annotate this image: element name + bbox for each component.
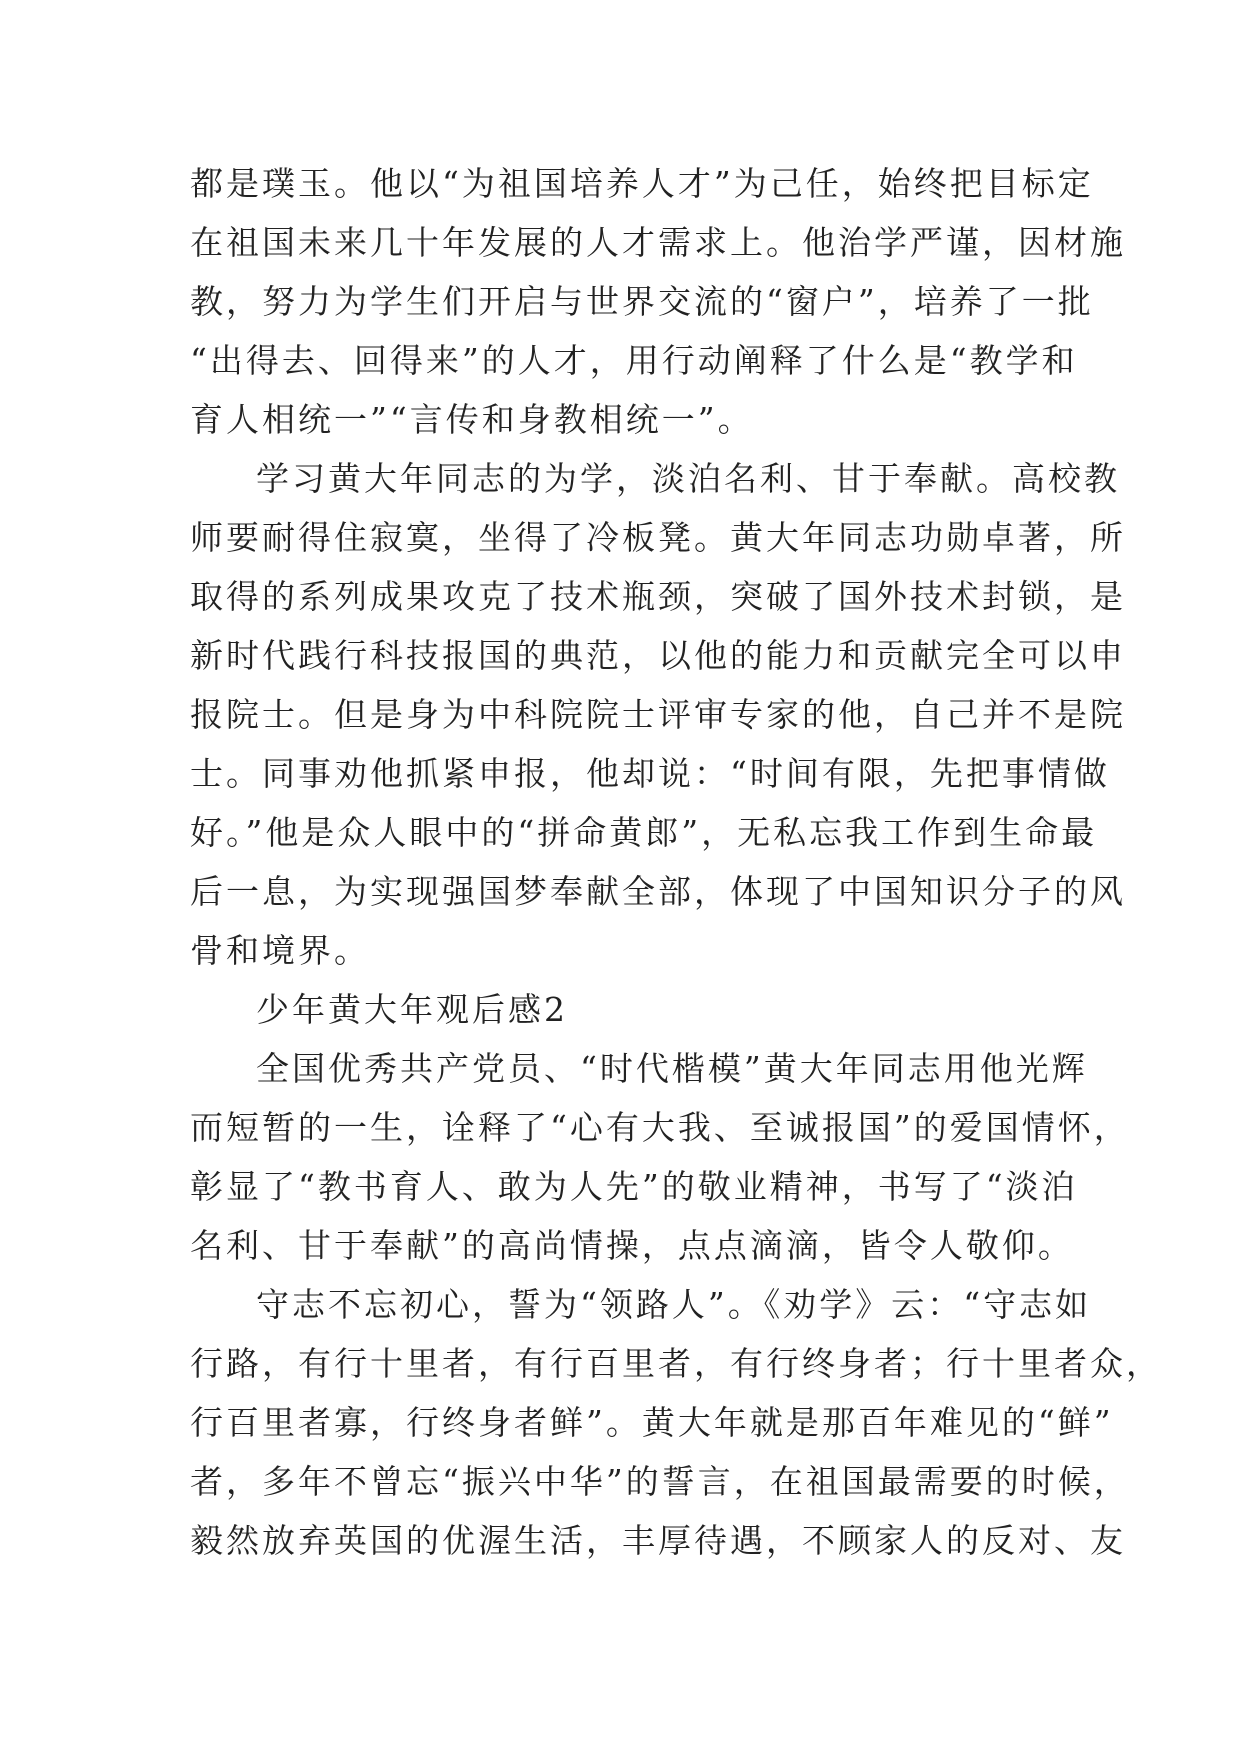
text-line: “出得去、回得来”的人才，用行动阐释了什么是“教学和 xyxy=(190,341,1078,380)
document-body xyxy=(190,154,1162,1570)
paragraph-intro xyxy=(190,1039,1130,1275)
text-line: 在祖国未来几十年发展的人才需求上。他治学严谨，因材施 xyxy=(190,223,1126,262)
text-line: 学习黄大年同志的为学，淡泊名利、甘于奉献。高校教 xyxy=(256,459,1120,498)
heading-line: 少年黄大年观后感2 xyxy=(256,990,568,1029)
text-line: 骨和境界。 xyxy=(190,931,370,970)
text-line: 教，努力为学生们开启与世界交流的“窗户”，培养了一批 xyxy=(190,282,1094,321)
text-line: 报院士。但是身为中科院院士评审专家的他，自己并不是院 xyxy=(190,695,1126,734)
text-line: 育人相统一”“言传和身教相统一”。 xyxy=(190,400,754,439)
text-line: 都是璞玉。他以“为祖国培养人才”为己任，始终把目标定 xyxy=(190,164,1094,203)
section-heading xyxy=(190,980,1050,1039)
text-line: 士。同事劝他抓紧申报，他却说：“时间有限，先把事情做 xyxy=(190,754,1110,793)
text-line: 师要耐得住寂寞，坐得了冷板凳。黄大年同志功勋卓著，所 xyxy=(190,518,1126,557)
text-line: 名利、甘于奉献”的高尚情操，点点滴滴，皆令人敬仰。 xyxy=(190,1226,1074,1265)
text-line: 行路，有行十里者，有行百里者，有行终身者；行十里者众， xyxy=(190,1344,1162,1383)
paragraph-resolve xyxy=(190,1275,1162,1570)
text-line: 取得的系列成果攻克了技术瓶颈，突破了国外技术封锁，是 xyxy=(190,577,1126,616)
text-line: 彰显了“教书育人、敢为人先”的敬业精神，书写了“淡泊 xyxy=(190,1167,1078,1206)
text-line: 而短暂的一生，诠释了“心有大我、至诚报国”的爱国情怀， xyxy=(190,1108,1130,1147)
text-line: 行百里者寡，行终身者鲜”。黄大年就是那百年难见的“鲜” xyxy=(190,1403,1114,1442)
text-line: 毅然放弃英国的优渥生活，丰厚待遇，不顾家人的反对、友 xyxy=(190,1521,1126,1560)
paragraph-study xyxy=(190,449,1126,980)
paragraph-continuation xyxy=(190,154,1126,449)
text-line: 守志不忘初心，誓为“领路人”。《劝学》云：“守志如 xyxy=(256,1285,1092,1324)
text-line: 好。”他是众人眼中的“拼命黄郎”，无私忘我工作到生命最 xyxy=(190,813,1098,852)
text-line: 者，多年不曾忘“振兴中华”的誓言，在祖国最需要的时候， xyxy=(190,1462,1130,1501)
text-line: 全国优秀共产党员、“时代楷模”黄大年同志用他光辉 xyxy=(256,1049,1088,1088)
text-line: 新时代践行科技报国的典范，以他的能力和贡献完全可以申 xyxy=(190,636,1126,675)
text-line: 后一息，为实现强国梦奉献全部，体现了中国知识分子的风 xyxy=(190,872,1126,911)
